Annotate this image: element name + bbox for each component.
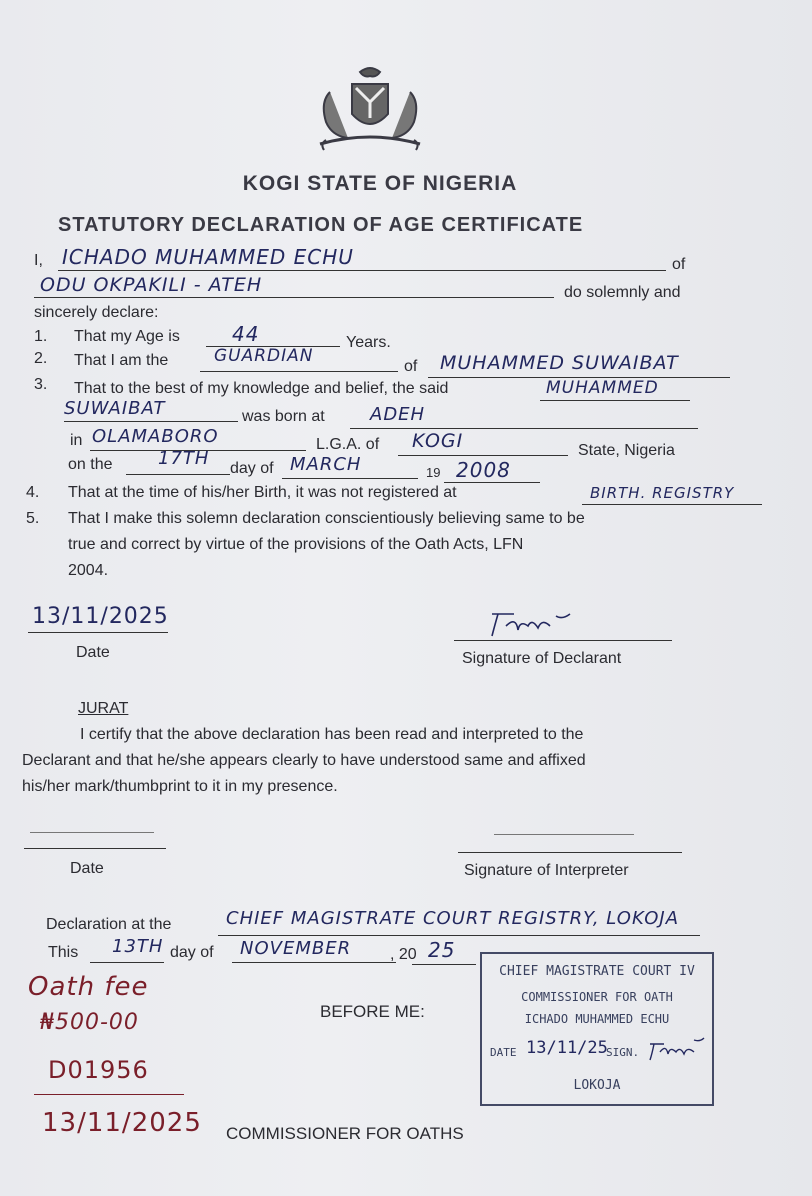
declaration-year-suffix: 25 [428,938,456,962]
sincerely-label: sincerely declare: [34,304,159,321]
lga-label: L.G.A. of [316,436,380,453]
declarant-address: ODU OKPAKILI - ATEH [40,274,263,296]
item-4-text: That at the time of his/her Birth, it was not registered at [68,484,457,501]
declaration-place-value: CHIEF MAGISTRATE COURT REGISTRY, LOKOJA [226,908,680,929]
form-title: STATUTORY DECLARATION OF AGE CERTIFICATE [58,214,584,236]
item-1-text: That my Age is [74,328,180,345]
birthplace-value: ADEH [370,404,426,425]
birth-year-value: 2008 [456,458,511,482]
state-value: KOGI [412,430,464,452]
stamp-date-label: DATE [490,1046,517,1059]
state-title: KOGI STATE OF NIGERIA [242,172,518,195]
date-label: Date [76,644,110,661]
of-label-2: of [404,358,418,375]
item-5-number: 5. [26,510,40,527]
declarant-prefix: I, [34,252,43,269]
declaration-day-value: 13TH [112,936,164,957]
commissioner-for-oaths-label: COMMISSIONER FOR OATHS [226,1124,464,1143]
jurat-heading: JURAT [78,700,129,717]
jurat-line1: I certify that the above declaration has been read and interpreted to the [80,726,584,743]
declarant-signature [484,606,584,642]
oath-fee-note: Oath fee [28,972,149,1002]
relationship-value: GUARDIAN [214,346,314,366]
stamp-line2: COMMISSIONER FOR OATH [521,990,673,1004]
jurat-line2: Declarant and that he/she appears clearly to have understood same and affixed [22,752,586,769]
year-prefix: 19 [426,465,441,480]
declaration-date-value: 13/11/2025 [32,604,169,629]
declaration-day-of-label: day of [170,944,214,961]
nigeria-coat-of-arms-icon [300,62,440,162]
item-4-number: 4. [26,484,40,501]
declaration-month-value: NOVEMBER [240,938,352,959]
declaration-year-prefix: , 20 [390,946,417,963]
birth-month-value: MARCH [290,454,362,475]
declarant-name: ICHADO MUHAMMED ECHU [62,245,354,269]
signature-of-declarant-label: Signature of Declarant [462,650,622,667]
stamp-line1: CHIEF MAGISTRATE COURT IV [499,964,695,979]
on-the-label: on the [68,456,113,473]
age-value: 44 [232,322,260,346]
item-3-text: That to the best of my knowledge and belief, the said [74,380,449,397]
signature-of-interpreter-label: Signature of Interpreter [464,862,629,879]
years-label: Years. [346,334,391,351]
receipt-date: 13/11/2025 [42,1108,202,1138]
jurat-line3: his/her mark/thumbprint to it in my presence. [22,778,338,795]
declaration-at-label: Declaration at the [46,916,172,933]
before-me-label: BEFORE ME: [320,1002,425,1021]
this-label: This [48,944,79,961]
item-5-line1: That I make this solemn declaration conscientiously believing same to be [68,510,585,527]
item-2-text: That I am the [74,352,169,369]
receipt-number: D01956 [48,1056,149,1084]
ward-name: MUHAMMED SUWAIBAT [440,352,679,374]
of-label: of [672,256,686,273]
state-label: State, Nigeria [578,442,675,459]
stamp-sign-label: SIGN. [606,1046,640,1059]
registry-value: BIRTH. REGISTRY [590,484,735,502]
item-2-number: 2. [34,350,48,367]
court-stamp [480,952,714,1106]
item-5-line2: true and correct by virtue of the provisions of the Oath Acts, LFN [68,536,524,553]
stamp-city: LOKOJA [573,1078,621,1093]
born-at-label: was born at [242,408,325,425]
day-of-label: day of [230,460,274,477]
ward-first-name: MUHAMMED [546,378,659,398]
item-5-line3: 2004. [68,562,109,579]
oath-fee-amount: ₦500-00 [40,1010,139,1035]
item-1-number: 1. [34,328,48,345]
lga-value: OLAMABORO [92,426,219,447]
stamp-signature [646,1034,708,1064]
ward-surname: SUWAIBAT [64,398,166,419]
in-label: in [70,432,83,449]
birth-day-value: 17TH [158,448,210,469]
stamp-date-value: 13/11/25 [526,1038,608,1058]
stamp-line3: ICHADO MUHAMMED ECHU [524,1012,670,1026]
solemnly-label: do solemnly and [564,284,681,301]
item-3-number: 3. [34,376,48,393]
jurat-date-label: Date [70,860,104,877]
